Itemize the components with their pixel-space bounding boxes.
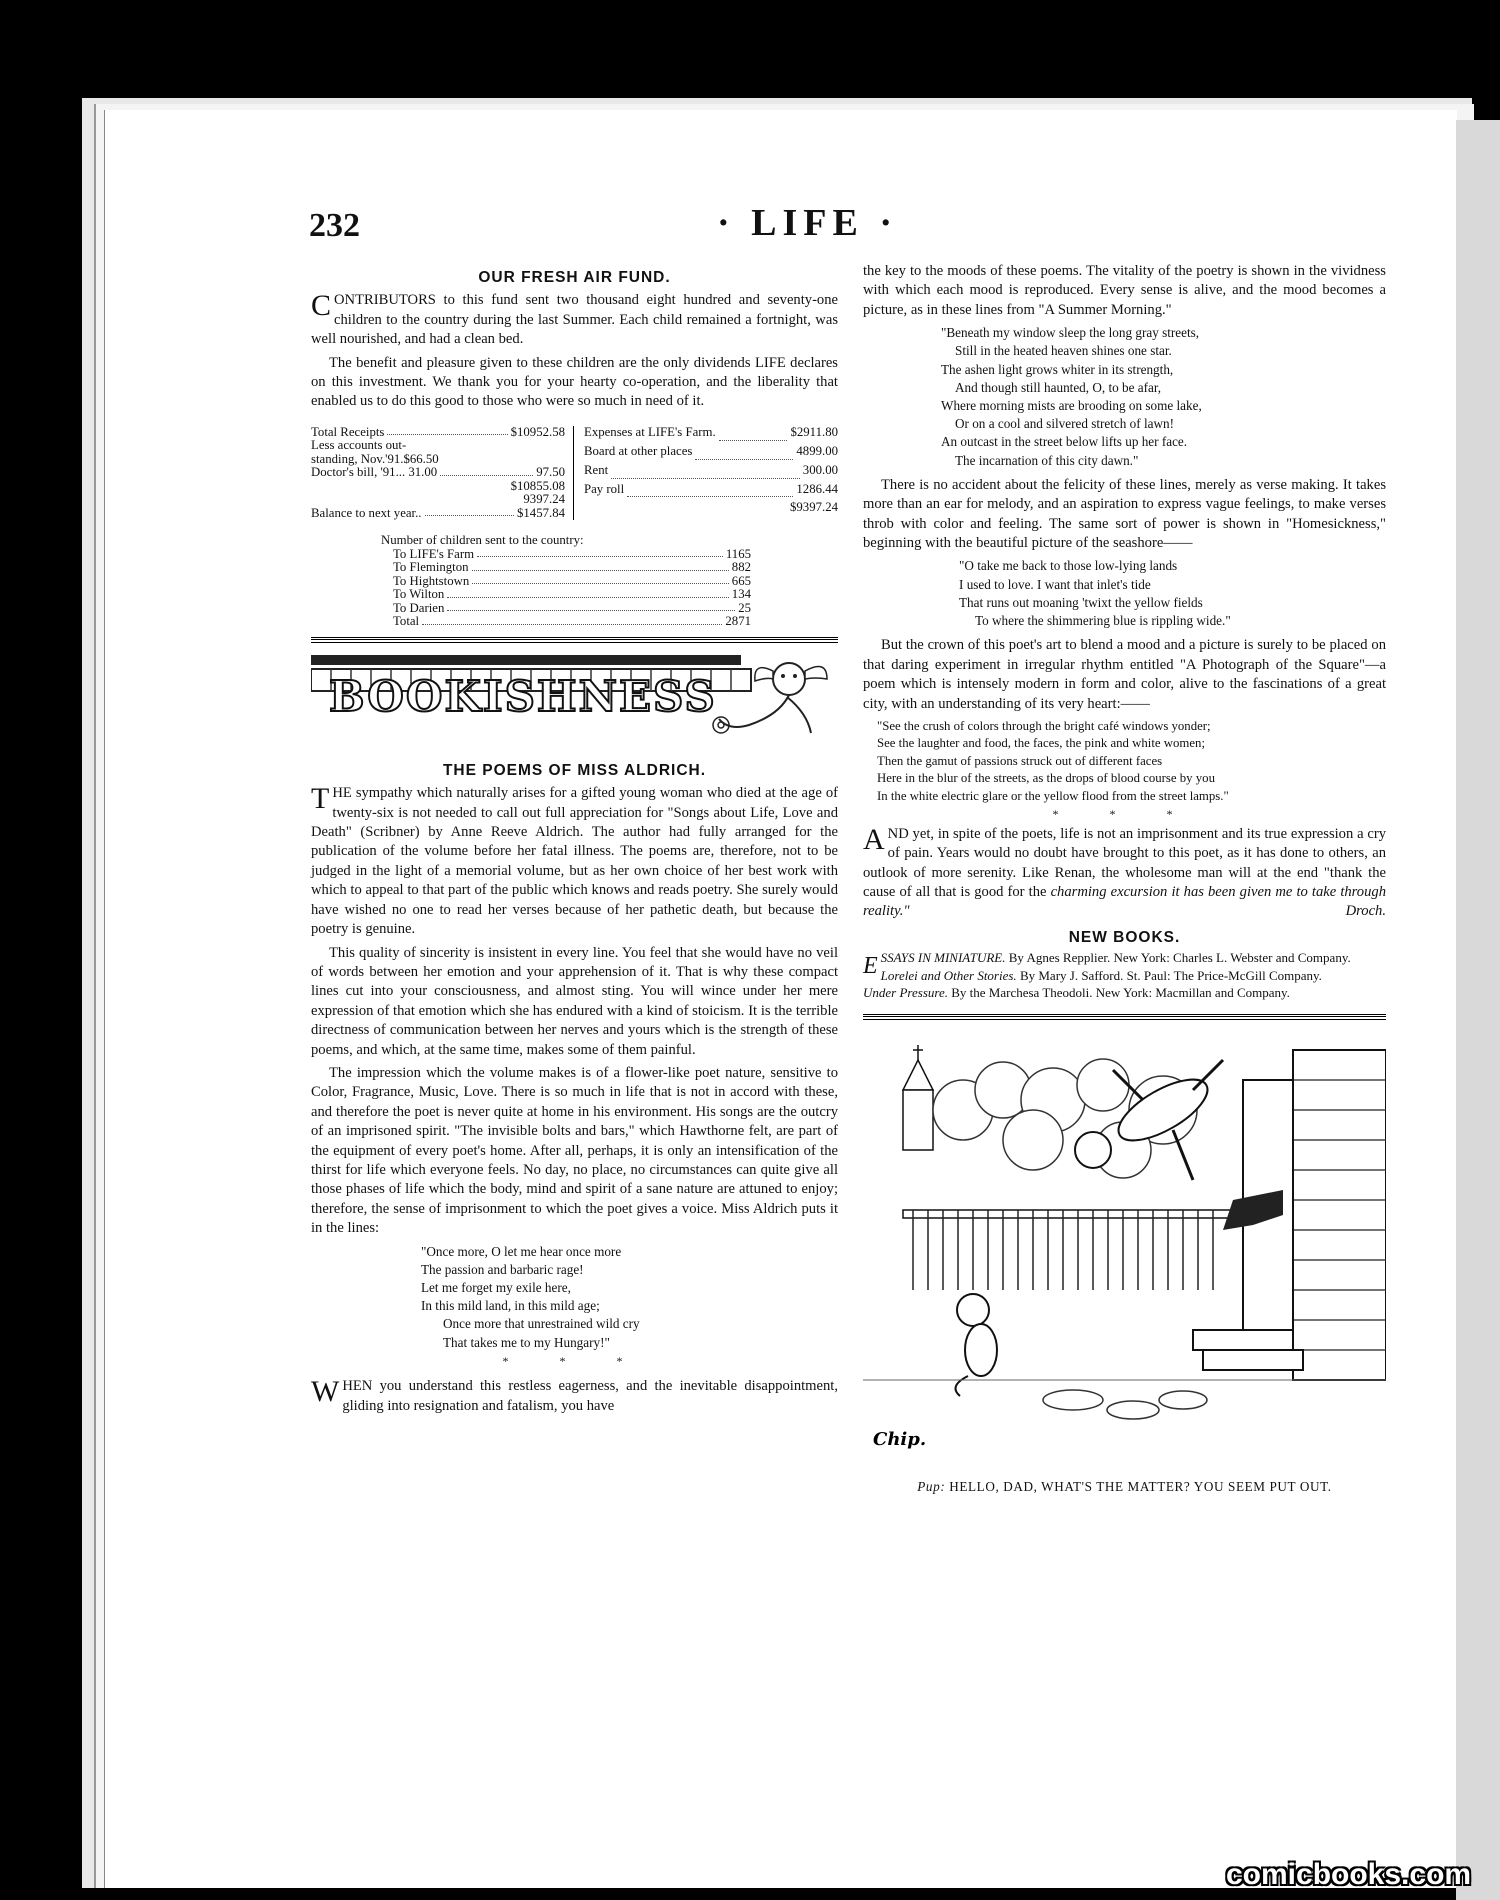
section-stars: * * * <box>502 1353 647 1368</box>
row-label: Pay roll <box>584 481 625 496</box>
dropcap: T <box>311 782 330 816</box>
poem-line: I used to love. I want that inlet's tide <box>959 576 1151 592</box>
row-value: 9397.24 <box>523 492 565 507</box>
book-entry <box>863 969 1386 983</box>
row-label: Board at other places <box>584 443 693 458</box>
leader-dots <box>314 480 508 490</box>
table-row <box>393 602 751 616</box>
poem-line: The ashen light grows whiter in its strength, <box>941 361 1174 377</box>
leader-dots <box>472 561 729 571</box>
caption-text: HELLO, DAD, WHAT'S THE MATTER? YOU SEEM PUT OUT. <box>949 1478 1332 1494</box>
right-column <box>863 262 1386 1496</box>
poem-photograph-square <box>877 718 1386 806</box>
table-row <box>584 445 838 464</box>
children-table <box>381 534 751 629</box>
receipts-table <box>311 426 574 521</box>
leader-dots <box>425 507 514 517</box>
row-label: Total Receipts <box>311 424 385 439</box>
review-para-8: AND yet, in spite of the poets, life is not an imprisonment and its true expression a cry of pain. Years would no doubt have brought to this poet, as it has done to others, an outlook of more serenity. Like Renan, the wholesome man will at the end "thank the cause of all that is good for the charming excursion it has been given me to take through reality." Droch. <box>863 825 1386 922</box>
caption-speaker: Pup: <box>917 1478 946 1494</box>
poem-line: An outcast in the street below lifts up her face. <box>941 434 1188 450</box>
poem-line: And though still haunted, O, to be afar, <box>955 379 1162 395</box>
row-label: To Darien <box>393 600 445 615</box>
cartoon-illustration <box>863 1040 1386 1466</box>
row-value: $10952.58 <box>510 424 565 439</box>
table-row <box>584 483 838 502</box>
row-label: Doctor's bill, '91... 31.00 <box>311 465 438 480</box>
row-label: To LIFE's Farm <box>393 546 475 561</box>
dropcap: E <box>863 953 878 980</box>
row-value: 97.50 <box>536 465 565 480</box>
fund-para-1: CONTRIBUTORS to this fund sent two thousand eight hundred and seventy-one children to the country during the last Summer. Each child remained a fortnight, was well nourished, and had a clean bed. <box>311 289 838 348</box>
table-row <box>393 548 751 562</box>
leader-dots <box>442 453 562 463</box>
author-signature: Droch. <box>1345 903 1386 920</box>
row-value: 882 <box>731 560 751 575</box>
poem-line: "See the crush of colors through the bright café windows yonder; <box>877 718 1211 733</box>
poem-line: Here in the blur of the streets, as the drops of blood course by you <box>877 771 1215 786</box>
bookishness-logo <box>311 651 838 751</box>
bookishness-text: BOOKISHNESS <box>329 671 717 721</box>
artist-signature: Chip. <box>873 1429 927 1451</box>
review-para-7: But the crown of this poet's art to blend a mood and a picture is surely to be placed on that daring experiment in irregular rhythm entitled "A Photograph of the Square"—a poem which is intensely modern in form and color, alive to the fascinations of a great city, with an understanding of its very heart:—— <box>863 637 1386 712</box>
book-title: SSAYS IN MINIATURE. <box>880 950 1009 966</box>
site-watermark: comicbooks.com <box>1226 1858 1472 1891</box>
row-value: 25 <box>738 600 751 615</box>
poem-line: "O take me back to those low-lying lands <box>959 558 1178 574</box>
new-books-list <box>863 951 1386 1000</box>
section-divider <box>311 637 838 643</box>
dropcap: W <box>311 1375 340 1409</box>
review-para-4: WHEN you understand this restless eagerness, and the inevitable disappointment, gliding into resignation and fatalism, you have <box>311 1375 838 1414</box>
leader-dots <box>314 493 520 503</box>
row-label: Less accounts out- <box>311 438 407 453</box>
masthead-title: · LIFE · <box>717 202 899 244</box>
leader-dots <box>422 615 722 625</box>
fund-heading: OUR FRESH AIR FUND. <box>478 269 671 286</box>
review-para-5: the key to the moods of these poems. The vitality of the poetry is shown in the vividness with which each mood is reproduced. Every sense is alive, and the mood becomes a picture, as in these lines from "A Summer Morning." <box>863 263 1386 318</box>
poem-line: See the laughter and food, the faces, the pink and white women; <box>877 736 1205 751</box>
poem-line: The passion and barbaric rage! <box>421 1261 584 1277</box>
row-label: To Wilton <box>393 587 445 602</box>
leader-dots <box>387 426 507 436</box>
table-row <box>311 507 565 521</box>
table-row <box>393 615 751 629</box>
row-value: 134 <box>731 587 751 602</box>
leader-dots <box>409 439 562 449</box>
poem-line: "Once more, O let me hear once more <box>421 1243 622 1259</box>
row-value: $9397.24 <box>790 500 838 515</box>
new-books-heading: NEW BOOKS. <box>1068 928 1181 946</box>
children-heading: Number of children sent to the country: <box>381 533 584 548</box>
review-para-1: THE sympathy which naturally arises for a gifted young woman who died at the age of twenty-six is not needed to call out full appreciation for "Songs about Life, Love and Death" (Scribner) by Anne Reeve Aldrich. The author had fully arranged for the publication of the volume before her fatal illness. The poems are, therefore, not to be judged in the light of a memorial volume, but as her own choice of her best work with which to appeal to that part of the public which knows and reads poetry. She surely would have wished no one to read her verses because of her pathetic death, but because the poetry is genuine. <box>311 782 838 938</box>
fund-accounts <box>311 426 838 521</box>
table-row <box>393 561 751 575</box>
table-row <box>311 439 565 453</box>
left-column <box>311 262 838 1416</box>
expenses-table <box>584 426 838 521</box>
row-label: standing, Nov.'91.$66.50 <box>311 451 439 466</box>
cartoon-dog-icon <box>863 1040 1386 1460</box>
row-label: Expenses at LIFE's Farm. <box>584 424 716 439</box>
page-number: 232 <box>309 207 360 244</box>
book-details: By the Marchesa Theodoli. New York: Macmillan and Company. <box>951 985 1290 1001</box>
row-label: To Flemington <box>393 560 469 575</box>
poem-line: In the white electric glare or the yellow flood from the street lamps." <box>877 788 1229 803</box>
table-row <box>311 426 565 440</box>
table-row <box>393 588 751 602</box>
dropcap: C <box>311 289 332 323</box>
book-details: By Agnes Repplier. New York: Charles L. Webster and Company. <box>1008 950 1351 966</box>
book-title: Under Pressure. <box>863 985 952 1001</box>
row-value: $10855.08 <box>510 478 565 493</box>
poem-line: Where morning mists are brooding on some lake, <box>941 398 1202 414</box>
poem-line: "Beneath my window sleep the long gray streets, <box>941 325 1200 341</box>
row-value: 2871 <box>725 614 751 629</box>
table-row <box>584 426 838 445</box>
cartoon-caption <box>863 1477 1386 1496</box>
leader-dots <box>611 464 800 479</box>
row-value: $1457.84 <box>517 505 565 520</box>
leader-dots <box>440 466 533 476</box>
leader-dots <box>477 548 723 558</box>
row-value: 1286.44 <box>796 481 838 496</box>
review-para-2: This quality of sincerity is insistent in every line. You feel that she would have no veil of words between her emotion and your apprehension of it. That is why these compact lines cut into your consciousness, and almost sting. You will wince under her mere expression of that emotion which she has endured with a kind of stoicism. It is the terrible directness of communication between her nerves and yours which is the strength of these poems, and which, at the same time, makes some of them painful. <box>311 944 838 1058</box>
poem-line: Still in the heated heaven shines one star. <box>955 343 1172 359</box>
poem-line: To where the shimmering blue is rippling wide." <box>975 613 1231 629</box>
leader-dots <box>472 575 729 585</box>
table-row <box>584 501 838 520</box>
table-row <box>311 453 565 467</box>
review-para-6: There is no accident about the felicity of these lines, merely as verse making. It takes more than an ear for melody, and an aspiration to express vague feelings, to make verses throb with color and feeling. The same sort of power is shown in "Homesickness," beginning with the beautiful picture of the seashore—— <box>863 476 1386 552</box>
row-value: $2911.80 <box>790 424 838 439</box>
table-row <box>393 575 751 589</box>
review-para-3: The impression which the volume makes is of a flower-like poet nature, sensitive to Color, Fragrance, Music, Love. There is so much in life that is not in accord with these, and therefore the poet is never quite at home in his environment. His songs are the outcry of an imprisoned spirit. "The invisible bolts and bars," which Hawthorne felt, are part of the equipment of every poet's home. After all, perhaps, it is only an intensification of the thirst for life which everyone feels. No day, no place, no circumstances can quite give all those phases of life which the body, mind and spirit of a sane nature are attuned to enjoy; therefore, the sense of imprisonment to which the poet gives a voice. Miss Aldrich puts it in the lines: <box>311 1064 838 1237</box>
leader-dots <box>695 445 793 460</box>
poem-line: That takes me to my Hungary!" <box>443 1334 610 1350</box>
row-label: Total <box>393 614 420 629</box>
row-value: 1165 <box>725 546 751 561</box>
poem-line: Let me forget my exile here, <box>421 1280 571 1295</box>
poem-line: That runs out moaning 'twixt the yellow fields <box>959 594 1203 610</box>
dropcap: A <box>863 822 885 856</box>
book-title: Lorelei and Other Stories. <box>880 967 1020 983</box>
review-heading: THE POEMS OF MISS ALDRICH. <box>442 761 707 779</box>
book-details: By Mary J. Safford. St. Paul: The Price-McGill Company. <box>1019 967 1322 983</box>
row-label: Rent <box>584 462 609 477</box>
poem-summer-morning <box>941 324 1386 470</box>
poem-line: In this mild land, in this mild age; <box>421 1298 600 1314</box>
row-value: 665 <box>731 573 751 588</box>
row-label: To Hightstown <box>393 573 470 588</box>
poem-homesickness <box>959 557 1386 630</box>
poem-line: The incarnation of this city dawn." <box>955 452 1139 468</box>
row-value: 300.00 <box>802 462 838 477</box>
leader-dots <box>447 588 728 598</box>
poem-line: Then the gamut of passions struck out of different faces <box>877 753 1163 768</box>
leader-dots <box>447 602 735 612</box>
fund-para-2: The benefit and pleasure given to these children are the only dividends LIFE declares on this investment. We thank you for your hearty co-operation, and the liberality that enabled us to do this good to those who were so much in need of it. <box>311 354 838 410</box>
row-label: Balance to next year.. <box>311 505 422 520</box>
table-row <box>311 493 565 507</box>
leader-dots <box>627 483 793 498</box>
leader-dots <box>587 501 787 516</box>
row-value: 4899.00 <box>796 443 838 458</box>
poem-line: Or on a cool and silvered stretch of lawn! <box>955 416 1174 432</box>
table-row <box>584 464 838 483</box>
book-entry <box>863 986 1386 1000</box>
poem-line: Once more that unrestrained wild cry <box>443 1316 640 1332</box>
table-row <box>311 480 565 494</box>
leader-dots <box>719 426 788 441</box>
section-stars: * * * <box>1052 807 1197 822</box>
section-divider <box>863 1014 1386 1020</box>
table-row <box>311 466 565 480</box>
poem-hungary <box>421 1243 838 1352</box>
adjacent-page-edge <box>1456 120 1500 1900</box>
